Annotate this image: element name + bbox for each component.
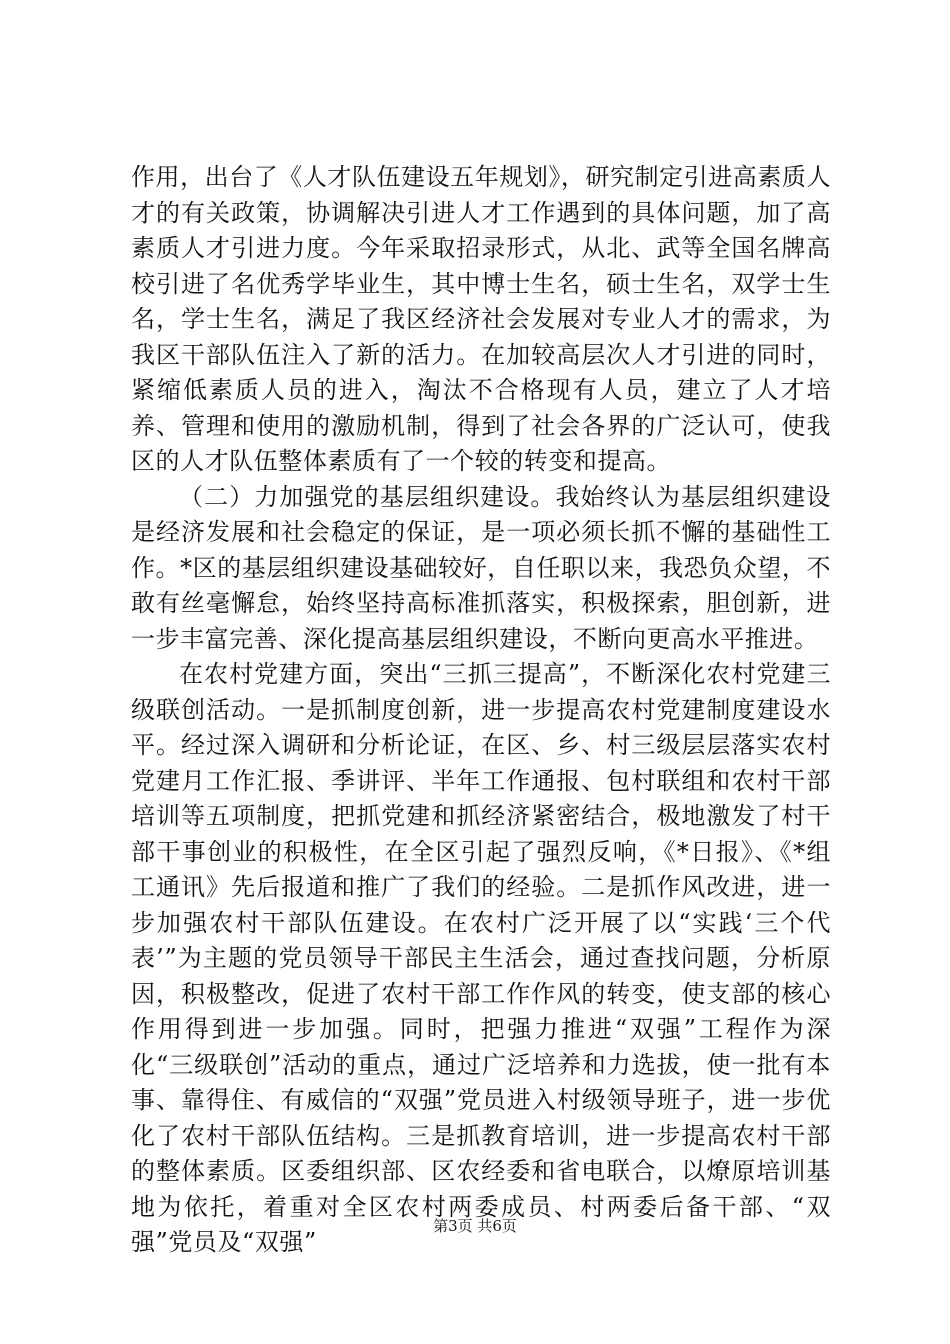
body-text <box>131 160 831 1261</box>
paragraph-grassroots-organization: （二）力加强党的基层组织建设。我始终认为基层组织建设是经济发展和社会稳定的保证，是一项必须长抓不懈的基础性工作。*区的基层组织建设基础较好，自任职以来，我恐负众望，不敢有丝毫懈怠，始终坚持高标准抓落实，积极探索，胆创新，进一步丰富完善、深化提高基层组织建设，不断向更高水平推进。 <box>131 482 831 653</box>
page-number-footer: 第3页 共6页 <box>433 1217 517 1235</box>
paragraph-talent-policy: 作用，出台了《人才队伍建设五年规划》，研究制定引进高素质人才的有关政策，协调解决引进人才工作遇到的具体问题，加了高素质人才引进力度。今年采取招录形式，从北、武等全国名牌高校引进了名优秀学毕业生，其中博士生名，硕士生名，双学士生名，学士生名，满足了我区经济社会发展对专业人才的需求，为我区干部队伍注入了新的活力。在加较高层次人才引进的同时，紧缩低素质人员的进入，淘汰不合格现有人员，建立了人才培养、管理和使用的激励机制，得到了社会各界的广泛认可，使我区的人才队伍整体素质有了一个较的转变和提高。 <box>131 163 831 475</box>
paragraph-rural-party-building: 在农村党建方面，突出“三抓三提高”，不断深化农村党建三级联创活动。一是抓制度创新，进一步提高农村党建制度建设水平。经过深入调研和分析论证，在区、乡、村三级层层落实农村党建月工作汇报、季讲评、半年工作通报、包村联组和农村干部培训等五项制度，把抓党建和抓经济紧密结合，极地激发了村干部干事创业的积极性，在全区引起了强烈反响，《*日报》、《*组工通讯》先后报道和推广了我们的经验。二是抓作风改进，进一步加强农村干部队伍建设。在农村广泛开展了以“实践‘三个代表’”为主题的党员领导干部民主生活会，通过查找问题，分析原因，积极整改，促进了农村干部工作作风的转变，使支部的核心作用得到进一步加强。同时，把强力推进“双强”工程作为深化“三级联创”活动的重点，通过广泛培养和力选拔，使一批有本事、靠得住、有威信的“双强”党员进入村级领导班子，进一步优化了农村干部队伍结构。三是抓教育培训，进一步提高农村干部的整体素质。区委组织部、区农经委和省电联合，以燎原培训基地为依托，着重对全区农村两委成员、村两委后备干部、“双强”党员及“双强” <box>131 660 831 1256</box>
